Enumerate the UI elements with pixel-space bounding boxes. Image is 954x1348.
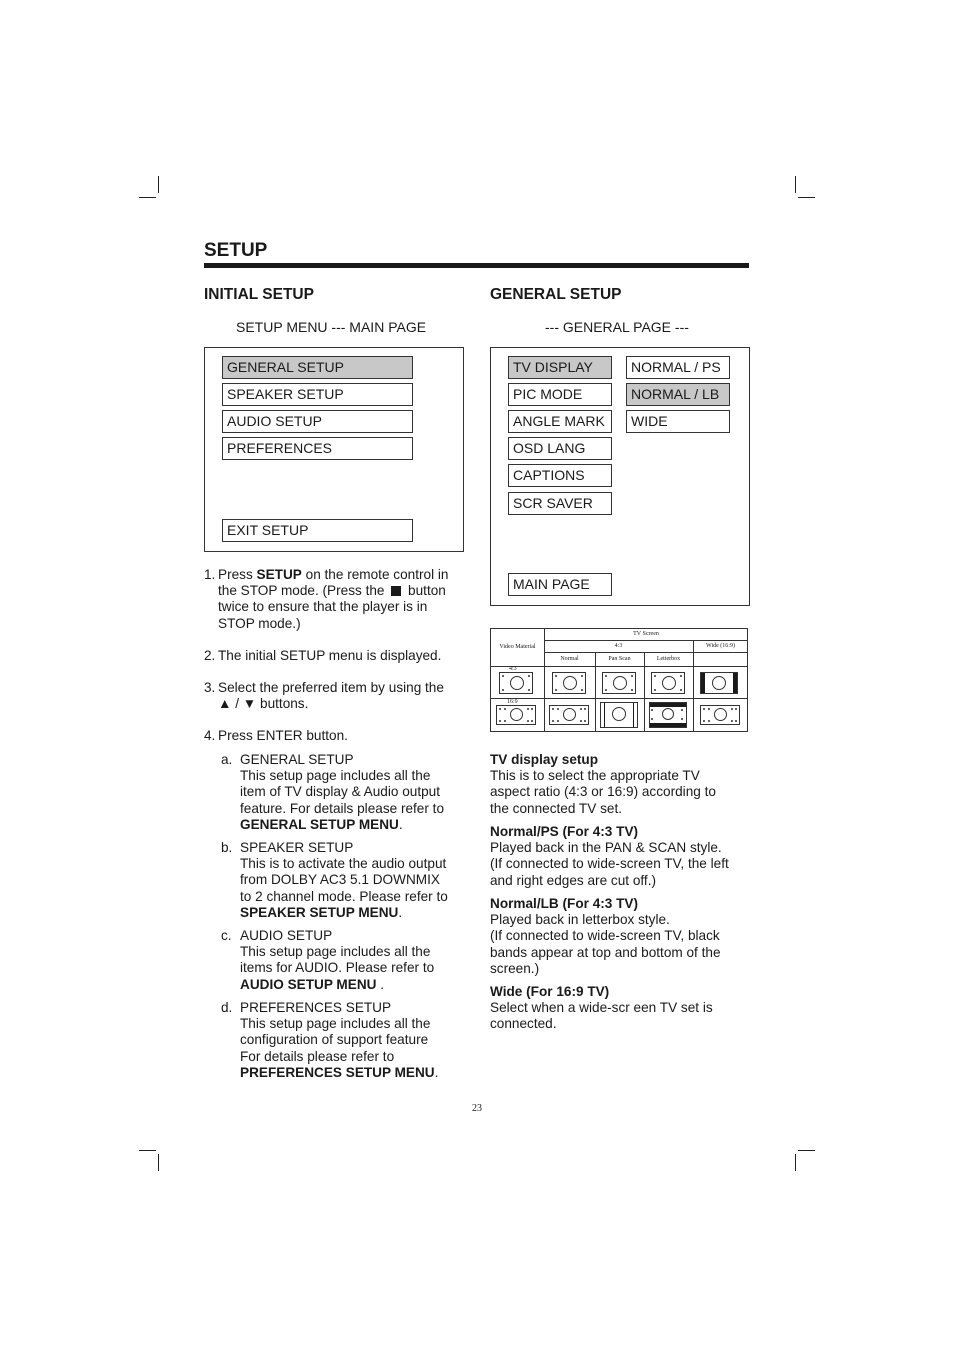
screen-4-3-panscan-icon bbox=[602, 672, 636, 694]
section-tv-display-setup bbox=[490, 752, 760, 817]
title-rule bbox=[204, 263, 749, 268]
step-3-text bbox=[218, 680, 478, 712]
subitem-end: . bbox=[398, 816, 403, 832]
subitem-preferences-setup bbox=[240, 1000, 480, 1081]
subitem-line: to 2 channel mode. Please refer to bbox=[240, 888, 448, 904]
setup-keyword: SETUP bbox=[256, 567, 302, 582]
option-wide[interactable]: WIDE bbox=[626, 410, 730, 433]
subitem-audio-setup bbox=[240, 928, 480, 993]
initial-setup-heading: INITIAL SETUP bbox=[204, 286, 314, 303]
crop-mark bbox=[139, 197, 156, 198]
subitem-ref: SPEAKER SETUP MENU bbox=[240, 904, 399, 920]
subitem-letter: a. bbox=[221, 752, 233, 767]
crop-mark bbox=[798, 1150, 815, 1151]
subitem-ref: GENERAL SETUP MENU bbox=[240, 816, 399, 832]
step-2-text: The initial SETUP menu is displayed. bbox=[218, 648, 442, 663]
step1-post: on the remote control in bbox=[301, 567, 449, 582]
subitem-line: from DOLBY AC3 5.1 DOWNMIX bbox=[240, 872, 440, 888]
crop-mark bbox=[795, 1154, 796, 1171]
section-line: (If connected to wide-screen TV, the left bbox=[490, 856, 729, 872]
col-pan-scan: Pan Scan bbox=[608, 656, 631, 662]
col-letterbox: Letterbox bbox=[656, 656, 681, 662]
subitem-ref: PREFERENCES SETUP MENU bbox=[240, 1064, 435, 1080]
subitem-title: GENERAL SETUP bbox=[240, 752, 354, 767]
section-heading: Normal/PS (For 4:3 TV) bbox=[490, 824, 639, 839]
step1-line2a: the STOP mode. (Press the bbox=[218, 583, 385, 599]
section-normal-lb bbox=[490, 896, 760, 977]
section-heading: TV display setup bbox=[490, 752, 599, 767]
subitem-line: configuration of support feature bbox=[240, 1032, 429, 1048]
general-page-caption: --- GENERAL PAGE --- bbox=[545, 319, 689, 335]
subitem-title: PREFERENCES SETUP bbox=[240, 1000, 392, 1015]
crop-mark bbox=[158, 176, 159, 193]
subitem-line: This is to activate the audio output bbox=[240, 856, 447, 872]
subitem-title: AUDIO SETUP bbox=[240, 928, 333, 943]
row-label-169: 16:9 bbox=[507, 699, 518, 705]
subitem-line: This setup page includes all the bbox=[240, 944, 431, 960]
subitem-line: feature. For details please refer to bbox=[240, 800, 445, 816]
menu-item-tv-display[interactable]: TV DISPLAY bbox=[508, 356, 612, 379]
subitem-line: For details please refer to bbox=[240, 1048, 395, 1064]
screen-16-9-wide-icon bbox=[700, 705, 740, 725]
menu-item-pic-mode[interactable]: PIC MODE bbox=[508, 383, 612, 406]
section-heading: Normal/LB (For 4:3 TV) bbox=[490, 896, 639, 911]
section-line: bands appear at top and bottom of the bbox=[490, 944, 721, 960]
main-page-caption: SETUP MENU --- MAIN PAGE bbox=[236, 319, 427, 335]
menu-item-exit-setup[interactable]: EXIT SETUP bbox=[222, 519, 413, 542]
menu-item-audio-setup[interactable]: AUDIO SETUP bbox=[222, 410, 413, 433]
screen-4-3-normal-icon bbox=[552, 672, 586, 694]
subitem-general-setup bbox=[240, 752, 480, 833]
wide-header: Wide (16:9) bbox=[706, 643, 735, 649]
section-heading: Wide (For 16:9 TV) bbox=[490, 984, 610, 999]
screen-16-9-normal-icon bbox=[549, 705, 589, 725]
section-normal-ps bbox=[490, 824, 760, 889]
step3-line2: ▲ / ▼ buttons. bbox=[218, 696, 309, 712]
menu-item-angle-mark[interactable]: ANGLE MARK bbox=[508, 410, 612, 433]
menu-item-captions[interactable]: CAPTIONS bbox=[508, 464, 612, 487]
tv-screen-header: TV Screen bbox=[633, 631, 659, 637]
crop-mark bbox=[798, 197, 815, 198]
step-4-text: Press ENTER button. bbox=[218, 728, 348, 743]
subitem-end: . bbox=[398, 904, 403, 920]
section-line: and right edges are cut off.) bbox=[490, 872, 656, 888]
step3-line1: Select the preferred item by using the bbox=[218, 680, 444, 695]
step1-line4: STOP mode.) bbox=[218, 615, 301, 631]
subitem-ref: AUDIO SETUP MENU bbox=[240, 976, 377, 992]
subitem-line: This setup page includes all the bbox=[240, 1016, 431, 1032]
section-line: (If connected to wide-screen TV, black bbox=[490, 928, 720, 944]
menu-item-osd-lang[interactable]: OSD LANG bbox=[508, 437, 612, 460]
subitem-end: . bbox=[380, 976, 385, 992]
step1-pre: Press bbox=[218, 567, 257, 582]
page-title: SETUP bbox=[204, 240, 268, 261]
page-number: 23 bbox=[472, 1103, 482, 1114]
option-normal-ps[interactable]: NORMAL / PS bbox=[626, 356, 730, 379]
aspect-ratio-table bbox=[490, 628, 748, 732]
step1-line3: twice to ensure that the player is in bbox=[218, 599, 428, 615]
step1-line2b: button bbox=[408, 583, 446, 599]
subitem-line: items for AUDIO. Please refer to bbox=[240, 960, 435, 976]
menu-item-speaker-setup[interactable]: SPEAKER SETUP bbox=[222, 383, 413, 406]
stop-square-icon bbox=[391, 586, 401, 596]
subitem-title: SPEAKER SETUP bbox=[240, 840, 354, 855]
step-number: 1. bbox=[204, 567, 216, 582]
screen-16-9-panscan-icon bbox=[600, 702, 638, 728]
step-number: 2. bbox=[204, 648, 216, 663]
subitem-speaker-setup bbox=[240, 840, 480, 921]
row-label-43: 4:3 bbox=[509, 666, 517, 672]
menu-item-preferences[interactable]: PREFERENCES bbox=[222, 437, 413, 460]
section-line: the connected TV set. bbox=[490, 800, 622, 816]
section-wide bbox=[490, 984, 760, 1033]
section-line: aspect ratio (4:3 or 16:9) according to bbox=[490, 784, 716, 800]
menu-item-general-setup[interactable]: GENERAL SETUP bbox=[222, 356, 413, 379]
subitem-letter: d. bbox=[221, 1000, 233, 1015]
crop-mark bbox=[139, 1150, 156, 1151]
crop-mark bbox=[158, 1154, 159, 1171]
section-line: Played back in the PAN & SCAN style. bbox=[490, 840, 722, 856]
menu-item-main-page[interactable]: MAIN PAGE bbox=[508, 573, 612, 596]
subitem-line: item of TV display & Audio output bbox=[240, 784, 440, 800]
screen-4-3-source-icon bbox=[499, 672, 533, 694]
section-line: connected. bbox=[490, 1016, 557, 1032]
section-line: screen.) bbox=[490, 960, 540, 976]
screen-4-3-letterbox-icon bbox=[651, 672, 685, 694]
subitem-letter: b. bbox=[221, 840, 233, 855]
video-material-header: Video Material bbox=[499, 644, 536, 650]
step-number: 3. bbox=[204, 680, 216, 695]
section-line: This is to select the appropriate TV bbox=[490, 768, 700, 784]
subitem-line: This setup page includes all the bbox=[240, 768, 431, 784]
crop-mark bbox=[795, 176, 796, 193]
section-line: Played back in letterbox style. bbox=[490, 912, 670, 928]
screen-16-9-source-icon bbox=[496, 705, 536, 725]
col-normal: Normal bbox=[560, 656, 579, 662]
step-number: 4. bbox=[204, 728, 216, 743]
subitem-end: . bbox=[434, 1064, 439, 1080]
section-line: Select when a wide-scr een TV set is bbox=[490, 1000, 713, 1016]
subitem-letter: c. bbox=[221, 928, 232, 943]
menu-item-scr-saver[interactable]: SCR SAVER bbox=[508, 492, 612, 515]
general-setup-heading: GENERAL SETUP bbox=[490, 286, 622, 303]
step-1-text bbox=[218, 567, 478, 632]
screen-16-9-letterbox-icon bbox=[649, 702, 687, 728]
screen-4-3-wide-icon bbox=[700, 672, 738, 694]
option-normal-lb[interactable]: NORMAL / LB bbox=[626, 383, 730, 406]
ratio-43-header: 4:3 bbox=[614, 643, 623, 649]
